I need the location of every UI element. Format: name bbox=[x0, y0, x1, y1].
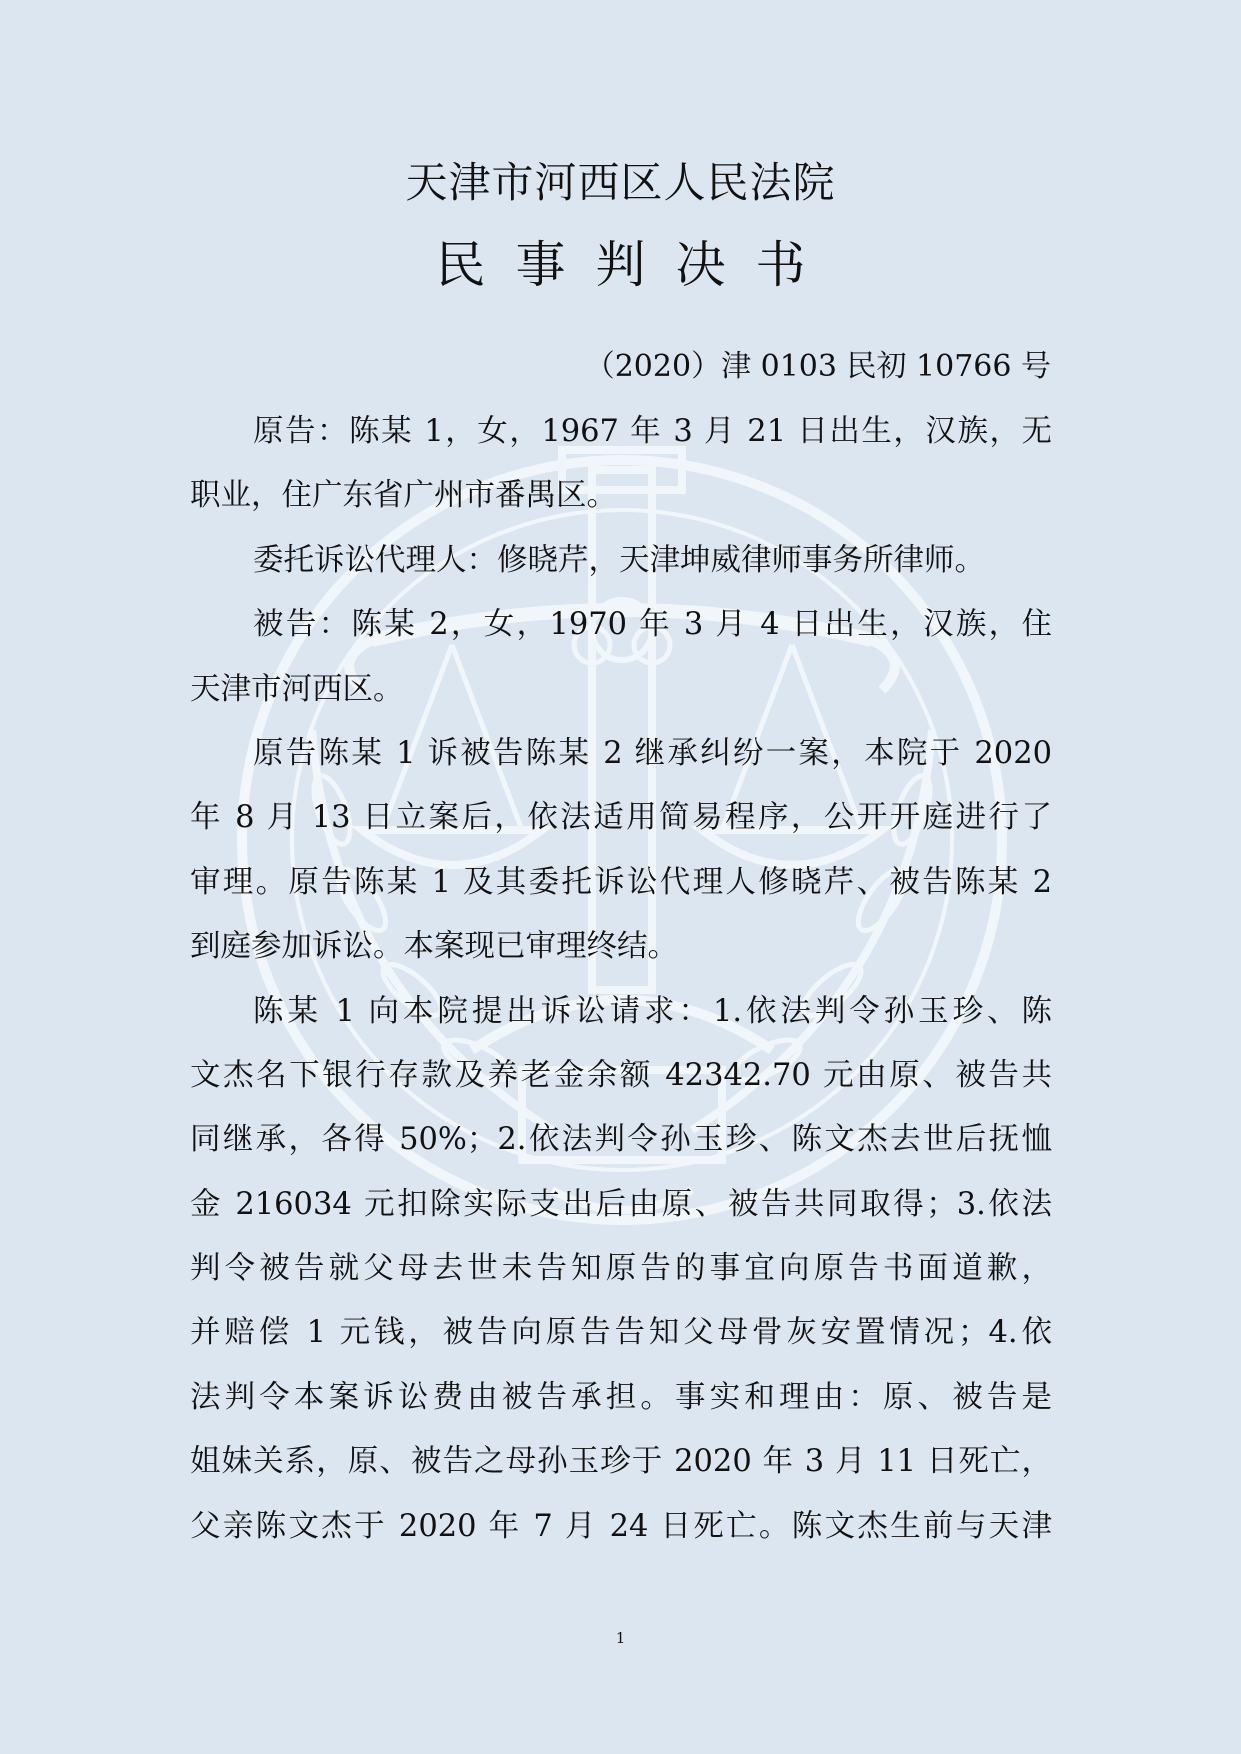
text-line: 陈某 1 向本院提出诉讼请求：1.依法判令孙玉珍、陈 bbox=[253, 993, 1052, 1029]
text-line: 文杰名下银行存款及养老金余额 42342.70 元由原、被告共 bbox=[190, 1057, 1052, 1093]
text-line: 职业，住广东省广州市番禺区。 bbox=[190, 478, 617, 514]
case-number: （2020）津 0103 民初 10766 号 bbox=[584, 349, 1051, 384]
text-line: 父亲陈文杰于 2020 年 7 月 24 日死亡。陈文杰生前与天津 bbox=[190, 1508, 1052, 1544]
text-line: 被告：陈某 2，女，1970 年 3 月 4 日出生，汉族，住 bbox=[253, 607, 1052, 643]
text-line: 同继承，各得 50%；2.依法判令孙玉珍、陈文杰去世后抚恤 bbox=[190, 1122, 1052, 1158]
text-line: 天津市河西区。 bbox=[190, 671, 404, 707]
text-line: 原告：陈某 1，女，1967 年 3 月 21 日出生，汉族，无 bbox=[253, 414, 1052, 449]
judgment-body bbox=[190, 400, 1052, 1559]
text-line: 姐妹关系，原、被告之母孙玉珍于 2020 年 3 月 11 日死亡， bbox=[190, 1444, 1052, 1480]
court-name-heading: 天津市河西区人民法院 bbox=[405, 158, 836, 207]
text-line: 判令被告就父母去世未告知原告的事宜向原告书面道歉， bbox=[190, 1251, 1052, 1287]
text-line: 审理。原告陈某 1 及其委托诉讼代理人修晓芹、被告陈某 2 bbox=[190, 864, 1052, 900]
page-number: 1 bbox=[615, 1629, 626, 1647]
text-line: 委托诉讼代理人：修晓芹，天津坤威律师事务所律师。 bbox=[253, 542, 985, 578]
document-type-title: 民事判决书 bbox=[435, 236, 836, 294]
text-line: 原告陈某 1 诉被告陈某 2 继承纠纷一案，本院于 2020 bbox=[253, 735, 1052, 771]
text-line: 年 8 月 13 日立案后，依法适用简易程序，公开开庭进行了 bbox=[190, 800, 1052, 836]
text-line: 并赔偿 1 元钱，被告向原告告知父母骨灰安置情况；4.依 bbox=[190, 1315, 1052, 1351]
text-line: 到庭参加诉讼。本案现已审理终结。 bbox=[190, 929, 678, 965]
text-line: 法判令本案诉讼费由被告承担。事实和理由：原、被告是 bbox=[190, 1379, 1052, 1415]
text-line: 金 216034 元扣除实际支出后由原、被告共同取得；3.依法 bbox=[190, 1186, 1052, 1222]
